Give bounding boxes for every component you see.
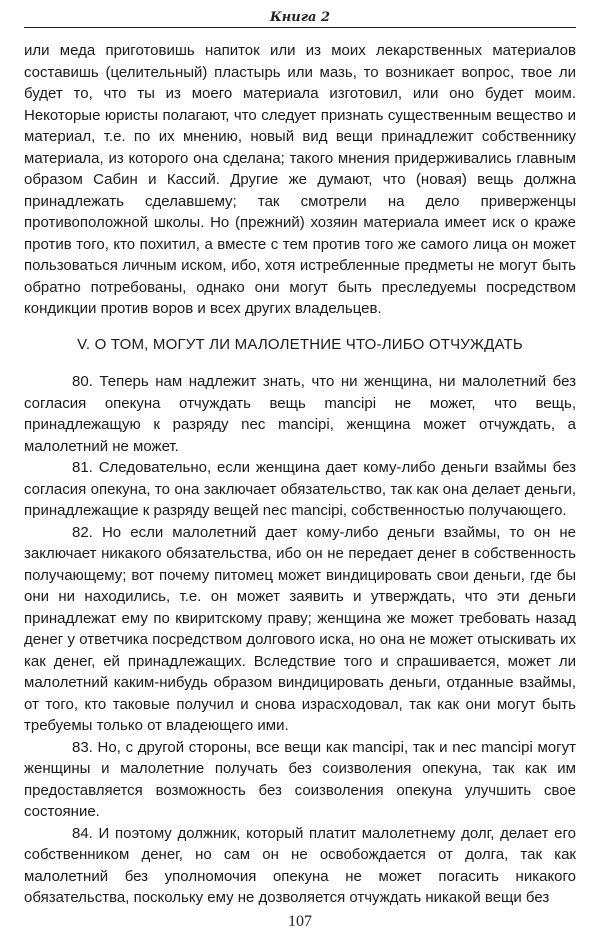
header-rule bbox=[24, 27, 576, 28]
body-text bbox=[24, 40, 576, 909]
paragraph-82: 82. Но если малолетний дает кому-либо деньги взаймы, то он не заключает никакого обязательства, ибо он не передает денег в собственность получающему; вот почему питомец может виндицировать свои деньги, где бы они ни находились, т.е. он может заявить и утверждать, что эти деньги принадлежат ему по квиритскому праву; женщина же может требовать назад денег у ответчика посредством долгового иска, но она не может отыскивать их как денег, ей принадлежащих. Вследствие того и спрашивается, может ли малолетний каким-нибудь образом виндицировать деньги, отданные взаймы, от того, кто таковые получил и снова израсходовал, так как они могут быть требуемы только от владеющего ими. bbox=[24, 523, 576, 734]
running-head bbox=[24, 10, 576, 30]
paragraph-81: 81. Следовательно, если женщина дает кому-либо деньги взаймы без согласия опекуна, то она заключает обязательство, так как она делает деньги, принадлежащие к разряду вещей nec mancipi, собственностью получающего. bbox=[24, 459, 576, 519]
page-number: 107 bbox=[288, 913, 312, 930]
running-head-title: Книга 2 bbox=[269, 10, 331, 25]
paragraph-continued: или меда приготовишь напиток или из моих лекарственных материалов составишь (целительный) пластырь или мазь, то возникает вопрос, твое ли будет то, что ты из моего материала изготовил, или оно будет моим. Некоторые юристы полагают, что следует признать существенным вещество и материал, т.е. по их мнению, новый вид вещи принадлежит собственнику материала, из которого она сделана; такого мнения придерживались главным образом Сабин и Кассий. Другие же думают, что (новая) вещь должна принадлежать сделавшему; так смотрели на дело приверженцы противоположной школы. Но (прежний) хозяин материала имеет иск о краже против того, кто похитил, а вместе с тем против того же самого лица он может пользоваться личным иском, ибо, хотя истребленные предметы не могут быть обратно потребованы, однако они могут быть преследуемы посредством кондикции против воров и всех других владельцев. bbox=[24, 42, 576, 317]
paragraph-84: 84. И поэтому должник, который платит малолетнему долг, делает его собственником денег, но сам он не освобождается от долга, так как малолетний без уполномочия опекуна не может погасить никакого обязательства, поскольку ему не дозволяется отчуждать никакой вещи без bbox=[24, 824, 576, 906]
paragraph-80: 80. Теперь нам надлежит знать, что ни женщина, ни малолетний без согласия опекуна отчуждать вещь mancipi не может, что вещь, принадлежащую к разряду nec mancipi, женщина может отчуждать, а малолетний не может. bbox=[24, 373, 576, 455]
paragraph-83: 83. Но, с другой стороны, все вещи как mancipi, так и nec mancipi могут женщины и малолетние получать без соизволения опекуна, так как им предоставляется возможность без соизволения опекуна улучшить свое состояние. bbox=[24, 738, 576, 820]
section-heading: V. О ТОМ, МОГУТ ЛИ МАЛОЛЕТНИЕ ЧТО-ЛИБО ОТЧУЖДАТЬ bbox=[77, 335, 523, 353]
